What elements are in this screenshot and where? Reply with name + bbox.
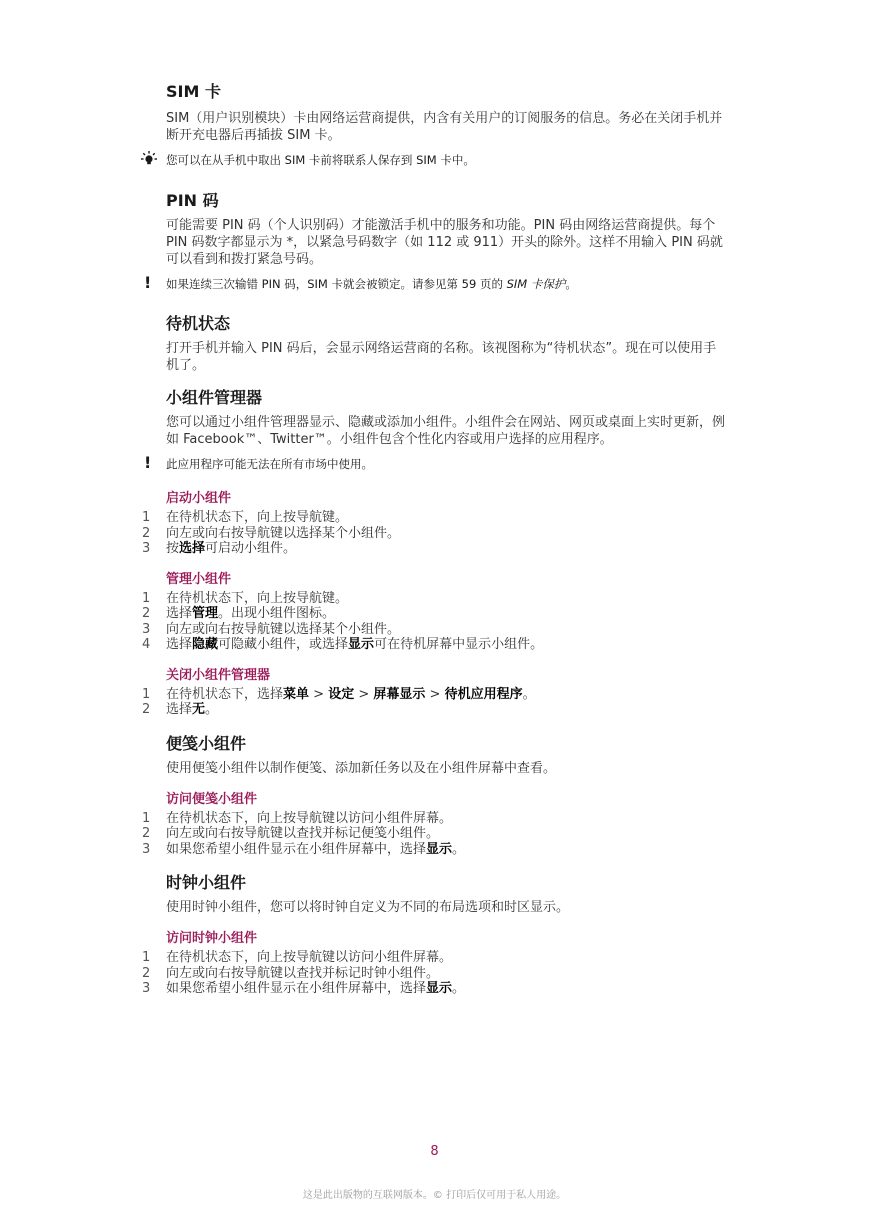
step-text: 可启动小组件。 — [205, 541, 297, 556]
widget-warning-text: 此应用程序可能无法在所有市场中使用。 — [166, 457, 373, 471]
heading-pin-code: PIN 码 — [166, 191, 219, 210]
path-separator: > — [309, 686, 329, 702]
step-text: 。 — [205, 702, 219, 717]
step-number: 2 — [142, 702, 151, 717]
heading-note-widget: 便笺小组件 — [166, 733, 247, 753]
step — [142, 686, 726, 703]
exclamation-icon: ! — [144, 453, 152, 472]
step-number: 1 — [142, 950, 151, 965]
menu-term-display: 屏幕显示 — [373, 686, 426, 702]
menu-term-none: 无 — [192, 702, 206, 717]
footer-notice: 这是此出版物的互联网版本。© 打印后仅可用于私人用途。 — [302, 1190, 567, 1201]
subheading-access-note-widget: 访问便笺小组件 — [166, 791, 258, 807]
widget-manager-description: 您可以通过小组件管理器显示、隐藏或添加小组件。小组件会在网站、网页或桌面上实时更新，例如 Facebook™、Twitter™。小组件包含个性化内容或用户选择的应用程序。 — [166, 415, 726, 447]
menu-term-menu: 菜单 — [283, 686, 310, 702]
step-text: 按 — [166, 541, 180, 556]
step-number: 4 — [142, 637, 151, 652]
step-text: 向左或向右按导航键以选择某个小组件。 — [166, 525, 401, 541]
note-widget-description: 使用便笺小组件以制作便笺、添加新任务以及在小组件屏幕中查看。 — [166, 760, 557, 776]
tip-note — [166, 153, 726, 168]
step-text: 可隐藏小组件，或选择 — [218, 637, 349, 652]
step-text: 。 — [452, 981, 466, 996]
heading-sim-card: SIM 卡 — [166, 82, 221, 101]
step-number: 3 — [142, 841, 151, 857]
path-separator: > — [354, 686, 374, 702]
menu-term-hide: 隐藏 — [192, 637, 219, 652]
step-text: 。 — [452, 841, 466, 857]
path-separator: > — [425, 686, 445, 702]
step-text: 在待机状态下，向上按导航键以访问小组件屏幕。 — [166, 810, 453, 826]
step-text: 在待机状态下，向上按导航键。 — [166, 510, 349, 525]
pin-warning-text: 如果连续三次输错 PIN 码，SIM 卡就会被锁定。请参见第 59 页的 — [166, 277, 507, 291]
step — [142, 965, 726, 982]
step — [142, 950, 726, 966]
clock-widget-description: 使用时钟小组件，您可以将时钟自定义为不同的布局选项和时区显示。 — [166, 900, 570, 915]
menu-term-show: 显示 — [426, 841, 453, 857]
access-clock-widget-steps — [142, 950, 726, 997]
start-widget-steps — [142, 510, 726, 557]
heading-standby: 待机状态 — [166, 314, 231, 333]
step — [142, 841, 726, 858]
step-number: 3 — [142, 541, 151, 556]
step — [142, 810, 726, 827]
access-note-widget-steps — [142, 810, 726, 858]
menu-term-standby-app: 待机应用程序 — [444, 686, 523, 702]
pin-warning-note — [144, 273, 726, 292]
heading-widget-manager: 小组件管理器 — [166, 388, 263, 407]
step-text: 选择 — [166, 702, 193, 717]
step — [142, 702, 726, 718]
menu-term-show: 显示 — [348, 637, 375, 652]
exclamation-icon: ! — [144, 273, 152, 292]
sim-card-description: SIM（用户识别模块）卡由网络运营商提供，内含有关用户的订阅服务的信息。务必在关闭手机并断开充电器后再插拔 SIM 卡。 — [166, 111, 723, 143]
widget-warning-note — [144, 453, 726, 472]
step-text: 可在待机屏幕中显示小组件。 — [374, 637, 544, 652]
step — [142, 525, 726, 542]
step — [142, 621, 726, 638]
step-number: 2 — [142, 525, 151, 541]
close-widget-manager-steps — [142, 686, 726, 718]
step-text: 在待机状态下，向上按导航键以访问小组件屏幕。 — [166, 950, 453, 965]
subheading-close-widget-manager: 关闭小组件管理器 — [166, 667, 271, 683]
step-text: 如果您希望小组件显示在小组件屏幕中，选择 — [166, 841, 427, 857]
page-content — [142, 82, 726, 997]
lightbulb-icon — [139, 150, 159, 170]
step-text: 。 — [522, 686, 536, 702]
menu-term-show: 显示 — [426, 981, 453, 996]
step-text: 向左或向右按导航键以选择某个小组件。 — [166, 621, 401, 637]
step-text: 在待机状态下，向上按导航键。 — [166, 590, 349, 606]
step-text: 向左或向右按导航键以查找并标记便笺小组件。 — [166, 826, 440, 841]
step-number: 2 — [142, 826, 151, 841]
step-number: 3 — [142, 981, 151, 996]
step-number: 2 — [142, 965, 151, 981]
step-number: 3 — [142, 621, 151, 637]
menu-term-select: 选择 — [179, 541, 206, 556]
tip-text: 您可以在从手机中取出 SIM 卡前将联系人保存到 SIM 卡中。 — [166, 153, 475, 167]
pin-code-description: 可能需要 PIN 码（个人识别码）才能激活手机中的服务和功能。PIN 码由网络运营商提供。每个 PIN 码数字都显示为 *，以紧急号码数字（如 112 或 911）开头的除外。这样不用输入 PIN 码就可以看到和拨打紧急号码。 — [166, 218, 723, 267]
step-text: 如果您希望小组件显示在小组件屏幕中，选择 — [166, 981, 427, 996]
standby-description: 打开手机并输入 PIN 码后，会显示网络运营商的名称。该视图称为“待机状态”。现在可以使用手机了。 — [166, 341, 717, 373]
step-text: 选择 — [166, 606, 193, 621]
step — [142, 606, 726, 622]
step-number: 1 — [142, 510, 151, 525]
subheading-start-widget: 启动小组件 — [166, 491, 232, 506]
manage-widget-steps — [142, 590, 726, 653]
step — [142, 541, 726, 557]
step-text: 。出现小组件图标。 — [218, 606, 336, 621]
step-text: 选择 — [166, 637, 193, 652]
step — [142, 510, 726, 526]
page-number: 8 — [430, 1144, 439, 1159]
step-number: 1 — [142, 810, 151, 826]
step-number: 1 — [142, 686, 151, 702]
step — [142, 637, 726, 653]
step-text: 向左或向右按导航键以查找并标记时钟小组件。 — [166, 965, 440, 981]
step — [142, 590, 726, 607]
menu-term-settings: 设定 — [328, 686, 355, 702]
menu-term-manage: 管理 — [192, 606, 219, 621]
step — [142, 826, 726, 842]
sim-protection-link[interactable]: SIM 卡保护 — [506, 277, 566, 291]
step-number: 1 — [142, 590, 151, 606]
step — [142, 981, 726, 997]
pin-warning-end: 。 — [565, 277, 577, 291]
heading-clock-widget: 时钟小组件 — [166, 873, 247, 892]
subheading-manage-widget: 管理小组件 — [166, 571, 232, 587]
step-text: 在待机状态下，选择 — [166, 686, 284, 702]
subheading-access-clock-widget: 访问时钟小组件 — [166, 931, 258, 946]
step-number: 2 — [142, 606, 151, 621]
